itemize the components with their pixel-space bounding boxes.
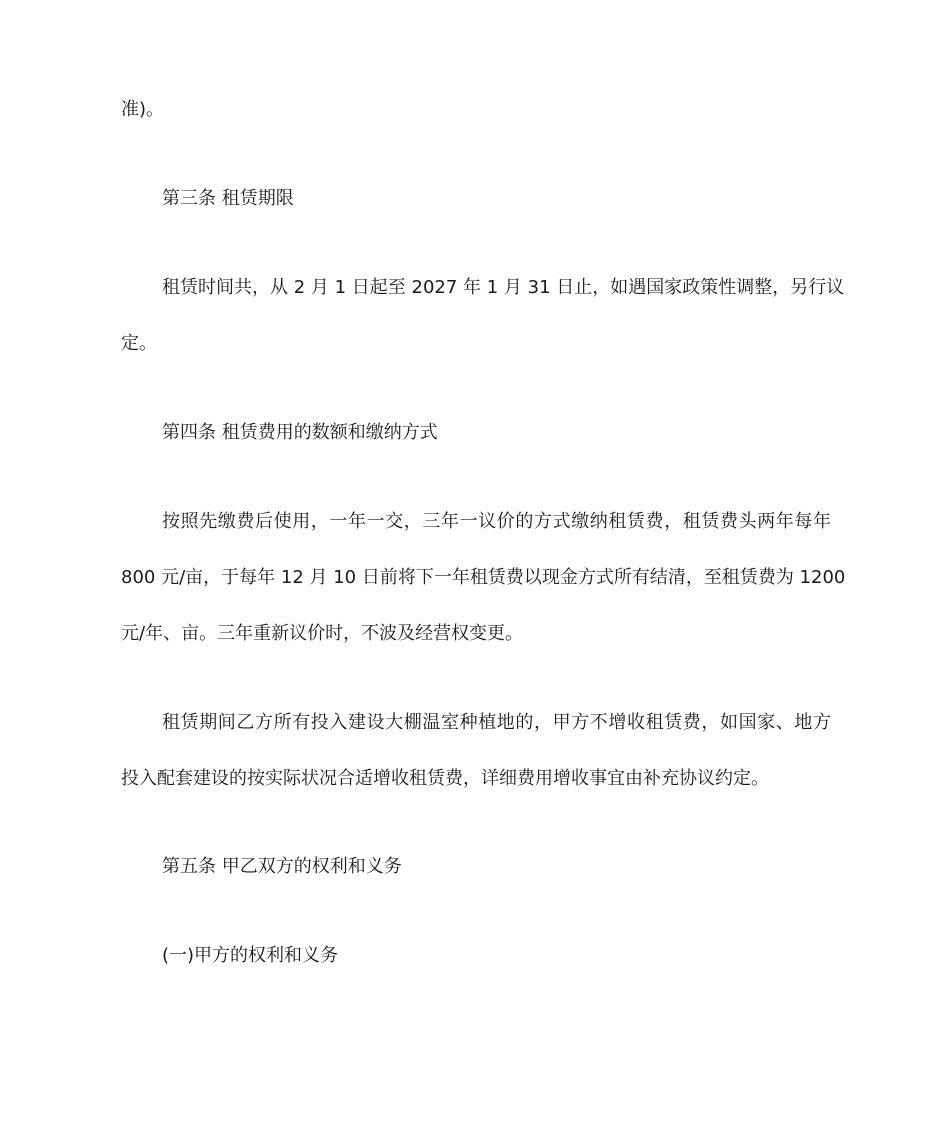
article-3-heading: 第三条 租赁期限 xyxy=(162,188,294,209)
article-3-body-line-1: 租赁时间共，从 2 月 1 日起至 2027 年 1 月 31 日止，如遇国家政策性调整，另行议 xyxy=(162,277,845,298)
article-4-para-2-line-1: 租赁期间乙方所有投入建设大棚温室种植地的，甲方不增收租赁费，如国家、地方 xyxy=(162,712,831,733)
article-4-heading: 第四条 租赁费用的数额和缴纳方式 xyxy=(162,422,438,443)
article-3-body-line-2: 定。 xyxy=(121,333,157,354)
paragraph-continuation-line: 准)。 xyxy=(121,99,165,120)
article-5-heading: 第五条 甲乙双方的权利和义务 xyxy=(162,856,402,877)
article-4-para-1-line-1: 按照先缴费后使用，一年一交，三年一议价的方式缴纳租赁费，租赁费头两年每年 xyxy=(162,511,831,532)
article-5-subheading-1: (一)甲方的权利和义务 xyxy=(162,945,339,966)
article-4-para-1-line-2: 800 元/亩，于每年 12 月 10 日前将下一年租赁费以现金方式所有结清，至租赁费为 1200 xyxy=(121,567,846,588)
article-4-para-1-line-3: 元/年、亩。三年重新议价时，不波及经营权变更。 xyxy=(121,623,524,644)
article-4-para-2-line-2: 投入配套建设的按实际状况合适增收租赁费，详细费用增收事宜由补充协议约定。 xyxy=(121,768,769,789)
